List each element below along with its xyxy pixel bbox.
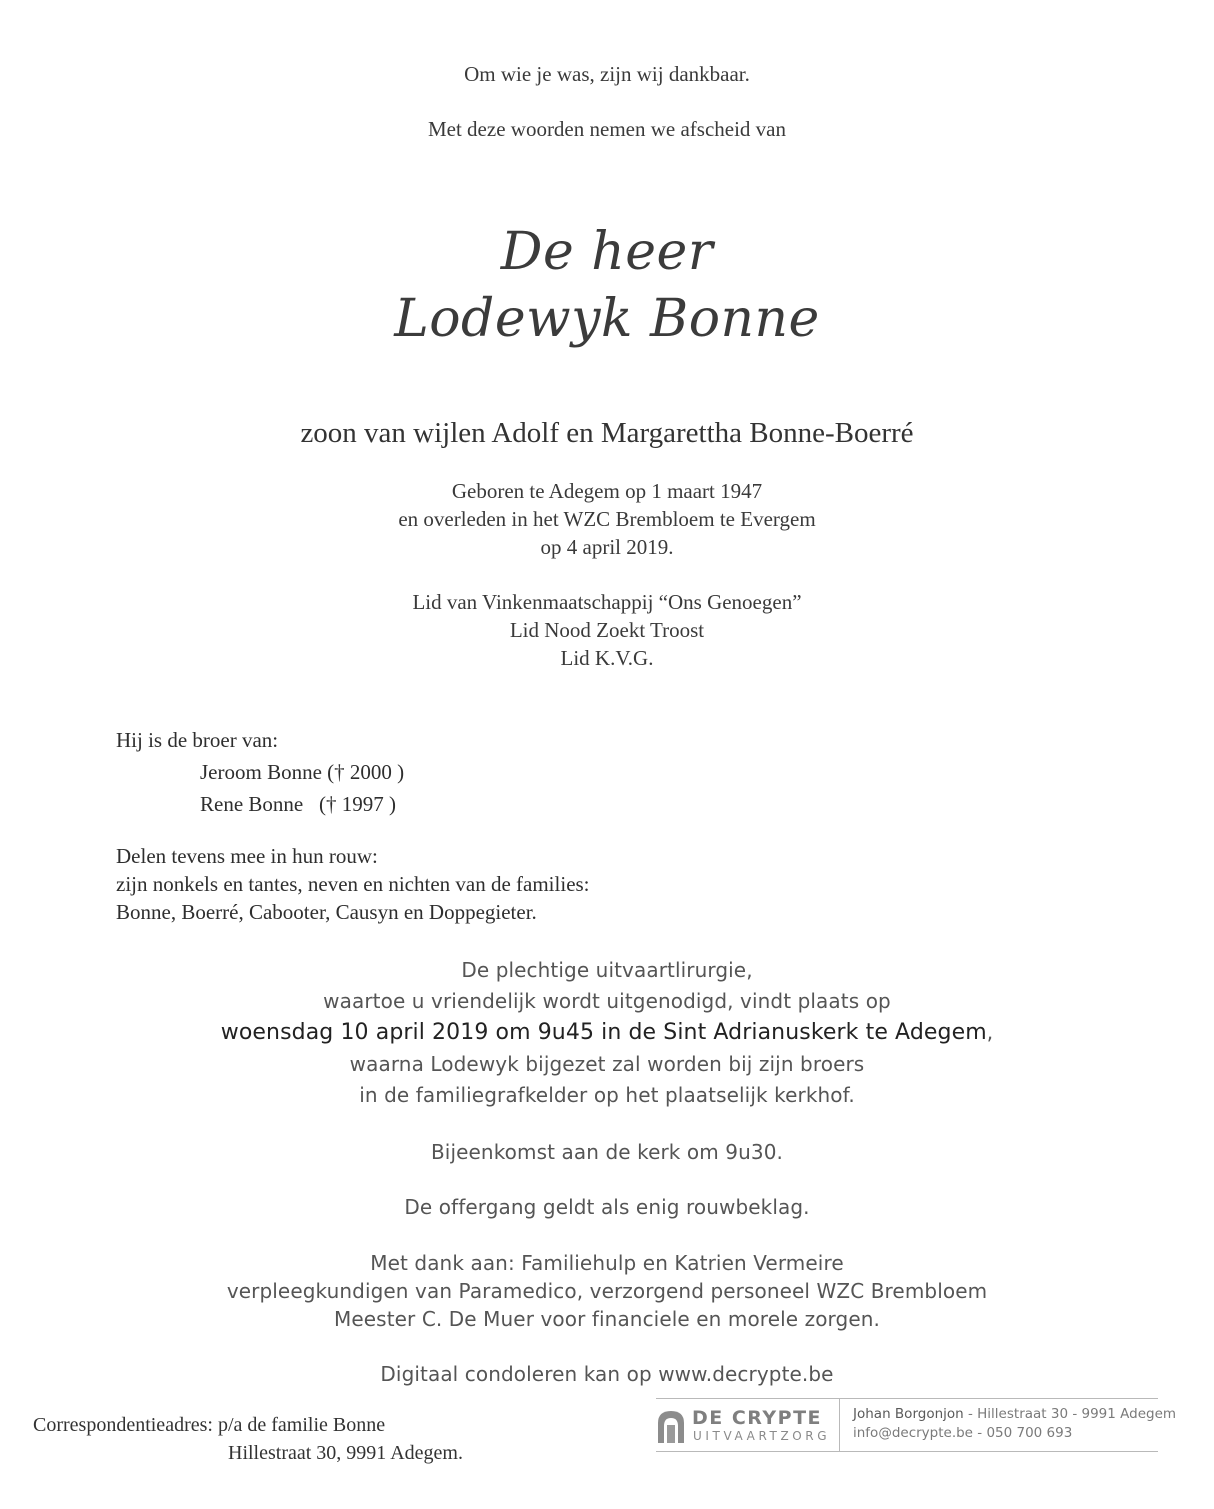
ceremony-highlight-suffix: , [986, 1020, 994, 1044]
birth-line: Geboren te Adegem op 1 maart 1947 [451, 479, 763, 503]
deceased-parents: zoon van wijlen Adolf en Margarettha Bonne-Boerré [300, 417, 914, 449]
footer-divider [839, 1398, 840, 1452]
siblings-section [116, 726, 404, 820]
funeral-home-logo [656, 1407, 832, 1447]
gathering-line: Bijeenkomst aan de kerk om 9u30. [430, 1140, 784, 1164]
siblings-heading: Hij is de broer van: [116, 728, 279, 752]
ceremony-line-1: De plechtige uitvaartlirurgie, [461, 958, 753, 982]
ceremony-line-4: waarna Lodewyk bijgezet zal worden bij zijn broers [349, 1052, 865, 1076]
ceremony-highlight: woensdag 10 april 2019 om 9u45 in de Sint Adrianuskerk te Adegem [220, 1020, 987, 1045]
funeral-home-contact-line-1 [853, 1406, 1176, 1422]
death-date: op 4 april 2019. [540, 535, 674, 559]
mourning-line-2: zijn nonkels en tantes, neven en nichten van de families: [116, 872, 590, 896]
correspondence-label: Correspondentieadres: p/a de familie Bonne [33, 1414, 386, 1436]
intro-line-1: Om wie je was, zijn wij dankbaar. [464, 62, 750, 86]
mourning-line-1: Delen tevens mee in hun rouw: [116, 844, 378, 868]
contact-address: - Hillestraat 30 - 9991 Adegem [963, 1406, 1177, 1422]
membership-1: Lid van Vinkenmaatschappij “Ons Genoegen” [412, 590, 802, 614]
death-line: en overleden in het WZC Brembloem te Evergem [398, 507, 816, 531]
membership-2: Lid Nood Zoekt Troost [509, 618, 705, 642]
thanks-line-2: verpleegkundigen van Paramedico, verzorgend personeel WZC Brembloem [226, 1279, 988, 1303]
deceased-name: Lodewyk Bonne [394, 289, 820, 349]
ceremony-highlight-line [0, 1017, 1214, 1048]
sibling-1: Jeroom Bonne († 2000 ) [200, 760, 405, 784]
intro-line-2: Met deze woorden nemen we afscheid van [427, 117, 786, 141]
deceased-title: De heer [500, 222, 714, 282]
mourning-line-3: Bonne, Boerré, Cabooter, Causyn en Doppegieter. [116, 900, 537, 924]
membership-3: Lid K.V.G. [560, 646, 654, 670]
ceremony-line-2: waartoe u vriendelijk wordt uitgenodigd, vindt plaats op [323, 989, 891, 1013]
ceremony-line-5: in de familiegrafkelder op het plaatselijk kerkhof. [359, 1083, 855, 1107]
footer-top-rule [656, 1398, 1158, 1399]
thanks-line-1: Met dank aan: Familiehulp en Katrien Vermeire [370, 1251, 844, 1275]
condolences-line: Digitaal condoleren kan op www.decrypte.be [380, 1362, 834, 1386]
funeral-home-contact-line-2: info@decrypte.be - 050 700 693 [853, 1425, 1073, 1441]
offering-line: De offergang geldt als enig rouwbeklag. [404, 1195, 810, 1219]
footer-bottom-rule [656, 1451, 1158, 1452]
mourning-section [116, 842, 590, 926]
crypt-arch-icon [656, 1409, 686, 1443]
sibling-2: Rene Bonne († 1997 ) [200, 792, 396, 816]
logo-subtitle: UITVAARTZORG [693, 1429, 831, 1443]
contact-name: Johan Borgonjon [853, 1406, 964, 1422]
correspondence-address: Hillestraat 30, 9991 Adegem. [228, 1442, 463, 1464]
thanks-line-3: Meester C. De Muer voor financiele en morele zorgen. [334, 1307, 880, 1331]
logo-title: DE CRYPTE [692, 1407, 823, 1429]
